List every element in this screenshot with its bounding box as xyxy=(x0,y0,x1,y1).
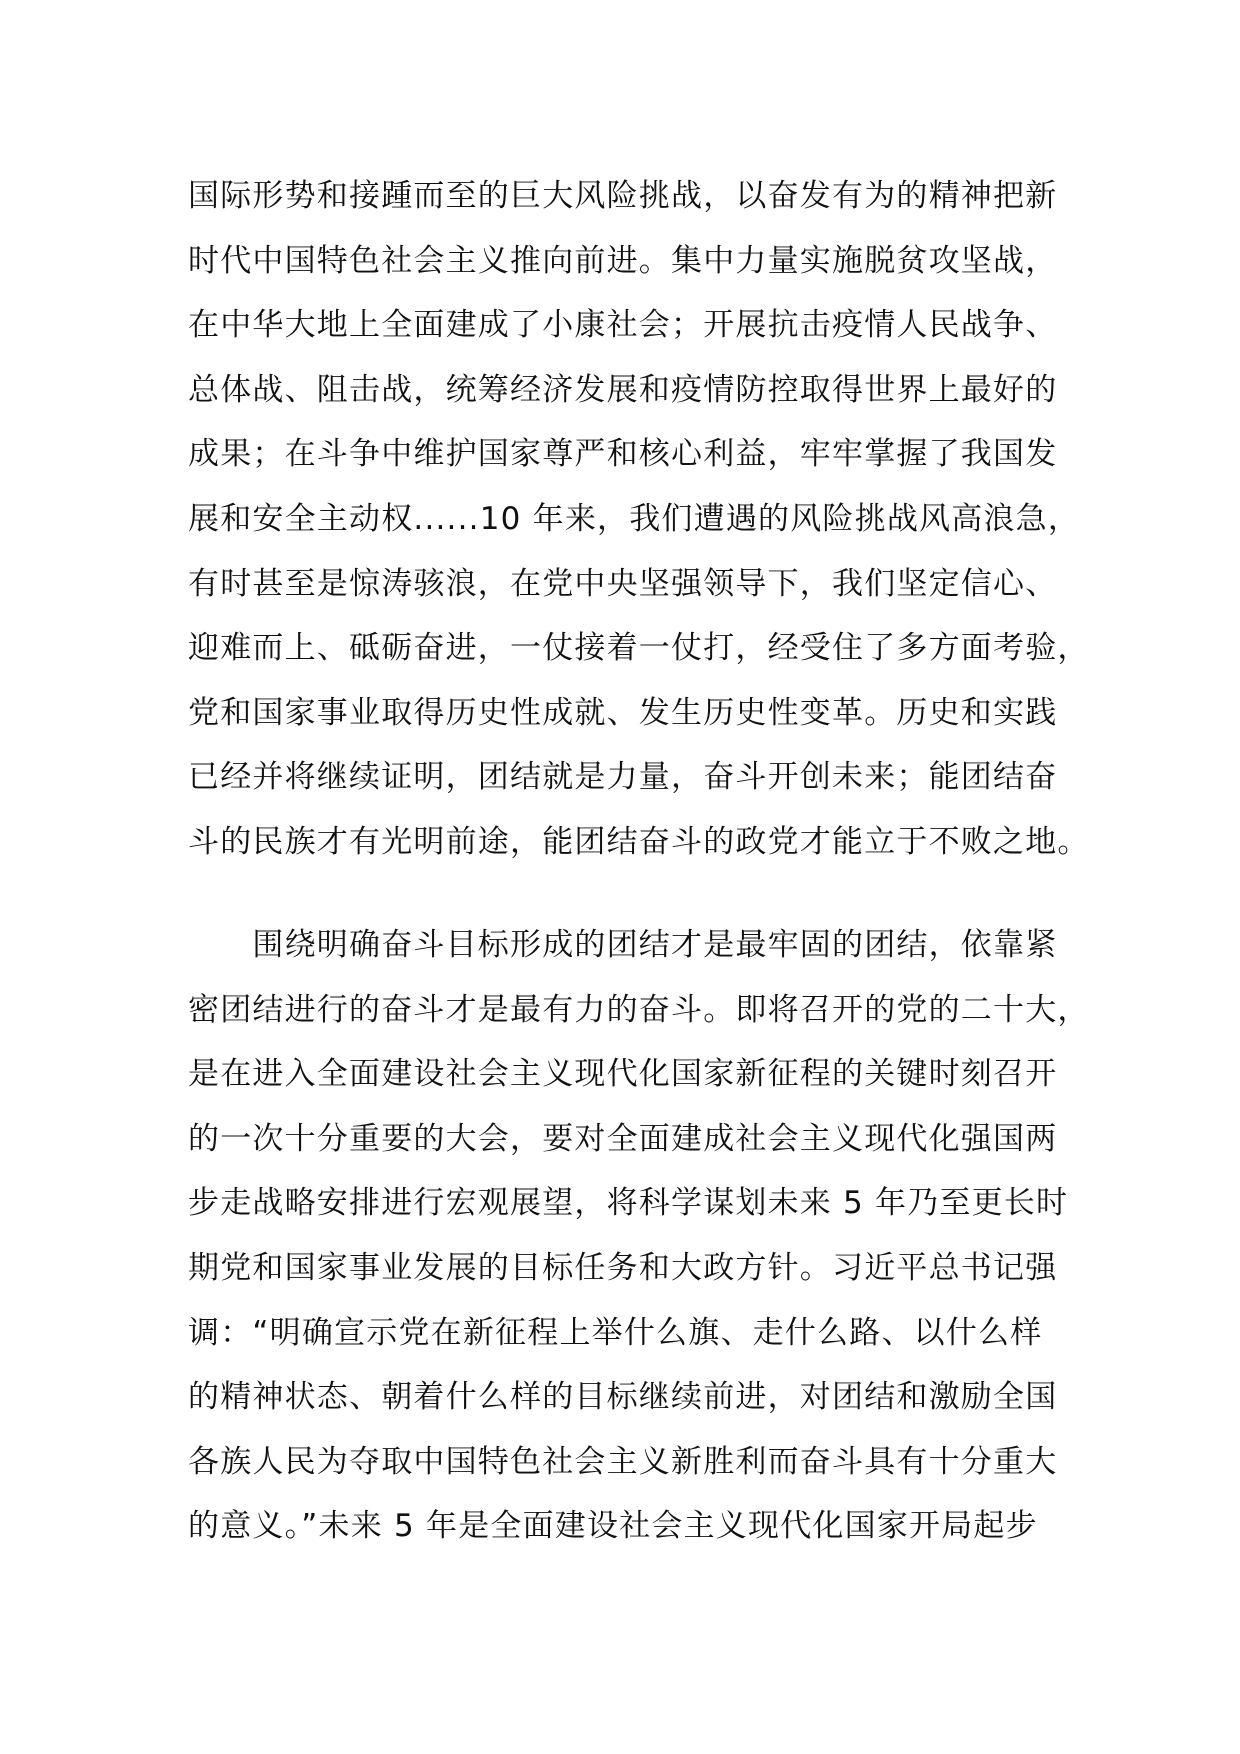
text-line: 时代中国特色社会主义推向前进。集中力量实施脱贫攻坚战， xyxy=(188,242,1058,279)
text-line: 的一次十分重要的大会，要对全面建成社会主义现代化强国两 xyxy=(188,1120,1058,1157)
text-line: 有时甚至是惊涛骇浪，在党中央坚强领导下，我们坚定信心、 xyxy=(188,565,1058,602)
text-line: 展和安全主动权......10 年来，我们遭遇的风险挑战风高浪急， xyxy=(188,500,1081,537)
text-line: 的意义。”未来 5 年是全面建设社会主义现代化国家开局起步 xyxy=(188,1508,1038,1545)
text-line: 调：“明确宣示党在新征程上举什么旗、走什么路、以什么样 xyxy=(188,1314,1043,1351)
text-line: 斗的民族才有光明前途，能团结奋斗的政党才能立于不败之地。 xyxy=(188,823,1090,860)
text-line: 党和国家事业取得历史性成就、发生历史性变革。历史和实践 xyxy=(188,694,1058,731)
text-line: 成果；在斗争中维护国家尊严和核心利益，牢牢掌握了我国发 xyxy=(188,436,1058,473)
paragraph-2 xyxy=(188,913,1088,1559)
text-line: 是在进入全面建设社会主义现代化国家新征程的关键时刻召开 xyxy=(188,1056,1058,1093)
paragraph-1 xyxy=(188,164,1088,875)
text-line: 围绕明确奋斗目标形成的团结才是最牢固的团结，依靠紧 xyxy=(188,927,1058,963)
text-line: 已经并将继续证明，团结就是力量，奋斗开创未来；能团结奋 xyxy=(188,759,1058,796)
text-line: 总体战、阻击战，统筹经济发展和疫情防控取得世界上最好的 xyxy=(188,371,1058,408)
text-line: 迎难而上、砥砺奋进，一仗接着一仗打，经受住了多方面考验， xyxy=(188,630,1090,667)
text-line: 在中华大地上全面建成了小康社会；开展抗击疫情人民战争、 xyxy=(188,307,1058,344)
text-line: 各族人民为夺取中国特色社会主义新胜利而奋斗具有十分重大 xyxy=(188,1443,1058,1480)
text-line: 步走战略安排进行宏观展望，将科学谋划未来 5 年乃至更长时 xyxy=(188,1185,1069,1222)
text-line: 期党和国家事业发展的目标任务和大政方针。习近平总书记强 xyxy=(188,1249,1058,1286)
text-line: 国际形势和接踵而至的巨大风险挑战，以奋发有为的精神把新 xyxy=(188,178,1058,214)
text-line: 密团结进行的奋斗才是最有力的奋斗。即将召开的党的二十大， xyxy=(188,991,1090,1028)
text-line: 的精神状态、朝着什么样的目标继续前进，对团结和激励全国 xyxy=(188,1379,1058,1416)
